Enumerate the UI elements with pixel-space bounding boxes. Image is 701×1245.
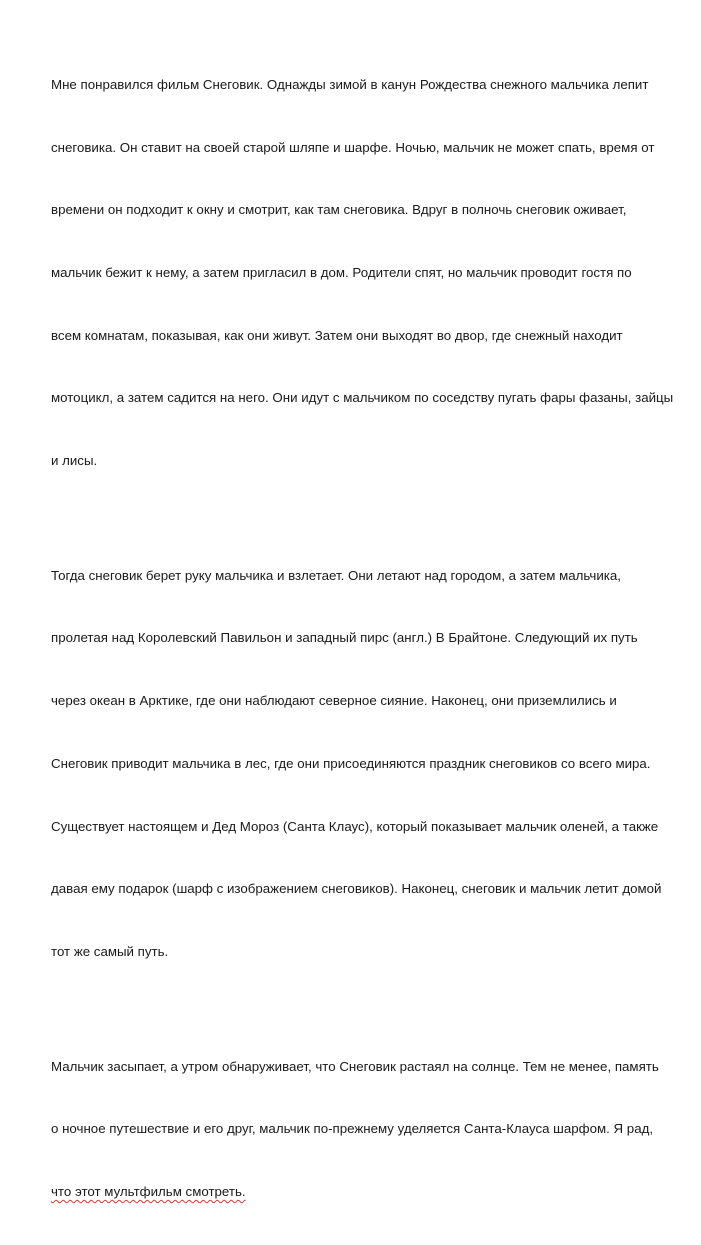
text-line: времени он подходит к окну и смотрит, как там снеговика. Вдруг в полночь снеговик оживает, [51, 202, 627, 218]
text-line: мотоцикл, а затем садится на него. Они идут с мальчиком по соседству пугать фары фазаны, зайцы [51, 390, 674, 406]
text-line: тот же самый путь. [51, 943, 169, 959]
text-line: Снеговик приводит мальчика в лес, где они присоединяются праздник снеговиков со всего мира. [51, 755, 651, 771]
text-line: Существует настоящем и Дед Мороз (Санта Клаус), который показывает мальчик оленей, а также [51, 818, 659, 834]
text-line: Тогда снеговик берет руку мальчика и взлетает. Они летают над городом, а затем мальчика, [51, 567, 621, 583]
document-body[interactable] [51, 33, 677, 1245]
text-line: о ночное путешествие и его друг, мальчик по-прежнему уделяется Санта-Клауса шарфом. Я рад, [51, 1121, 654, 1137]
paragraph-2 [51, 524, 677, 1005]
text-line: давая ему подарок (шарф с изображением снеговиков). Наконец, снеговик и мальчик летит домой [51, 881, 662, 897]
text-line: Мальчик засыпает, а утром обнаруживает, что Снеговик растаял на солнце. Тем не менее, память [51, 1058, 659, 1074]
text-line: снеговика. Он ставит на своей старой шляпе и шарфе. Ночью, мальчик не может спать, время от [51, 139, 655, 155]
text-line: Мне понравился фильм Снеговик. Однажды зимой в канун Рождества снежного мальчика лепит [51, 76, 649, 92]
text-line: всем комнатам, показывая, как они живут. Затем они выходят во двор, где снежный находит [51, 327, 623, 343]
text-line: через океан в Арктике, где они наблюдают северное сияние. Наконец, они приземлились и [51, 693, 617, 709]
paragraph-1 [51, 33, 677, 514]
text-line: пролетая над Королевский Павильон и западный пирс (англ.) В Брайтоне. Следующий их путь [51, 630, 638, 646]
text-line: и лисы. [51, 453, 98, 469]
spellcheck-flagged-line: что этот мультфильм смотреть. [51, 1183, 246, 1199]
paragraph-3 [51, 1015, 677, 1245]
text-line: мальчик бежит к нему, а затем пригласил в дом. Родители спят, но мальчик проводит гостя по [51, 264, 632, 280]
